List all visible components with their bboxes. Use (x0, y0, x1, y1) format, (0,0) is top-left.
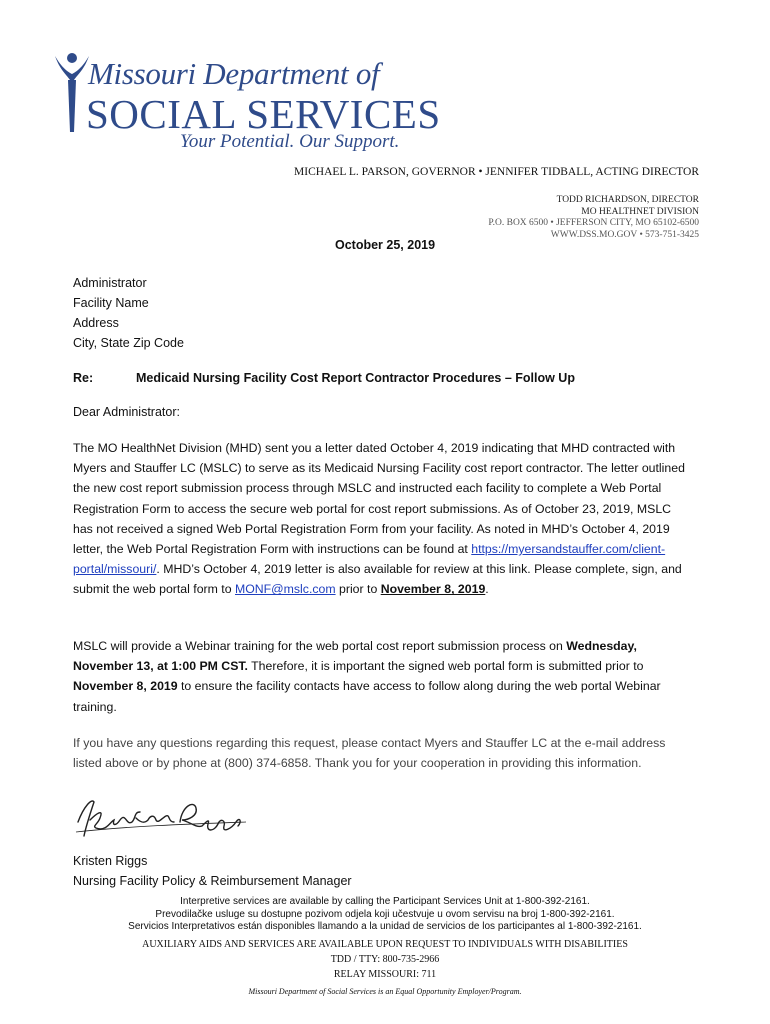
address-line: Administrator (73, 276, 147, 290)
address-line: Facility Name (73, 296, 149, 310)
salutation: Dear Administrator: (73, 405, 180, 419)
paragraph-2 (73, 636, 693, 717)
portal-link[interactable]: https://myersandstauffer.com/client-portal/missouri/ (73, 542, 666, 577)
webinar-date: Wednesday, November 13, at 1:00 PM CST. (73, 639, 637, 674)
auxiliary-aids: AUXILIARY AIDS AND SERVICES ARE AVAILABLE UPON REQUEST TO INDIVIDUALS WITH DISABILITIES (142, 939, 628, 950)
footer-line-bosnian: Prevodilačke usluge su dostupne pozivom odjela koji učestvuje u ovom servisu na broj 1-800-392-2161. (155, 908, 615, 920)
letter-date: October 25, 2019 (335, 238, 436, 252)
recipient-address (73, 273, 184, 353)
paragraph-1 (73, 438, 693, 600)
division-block (488, 195, 699, 241)
division-name: MO HEALTHNET DIVISION (581, 206, 699, 217)
p1-text: The MO HealthNet Division (MHD) sent you a letter dated October 4, 2019 indicating that MHD contracted with Myers and Stauffer LC (MSLC) to serve as its Medicaid Nursing Facility cost report contractor. The letter outlined the new cost report submission process through MSLC and instructed each facility to complete a Web Portal Registration Form to access the secure web portal for cost report submissions. As of October 23, 2019, MSLC has not received a signed Web Portal Registration Form from your facility. As noted in MHD’s October 4, 2019 letter, the Web Portal Registration Form with instructions can be found at (73, 441, 685, 557)
address-line: City, State Zip Code (73, 336, 184, 350)
logo-line-2: SOCIAL SERVICES (86, 91, 441, 137)
p2-text: Therefore, it is important the signed web portal form is submitted prior to (247, 659, 644, 674)
handwritten-signature (70, 792, 250, 849)
deadline-date: November 8, 2019 (380, 582, 486, 597)
governor-line: MICHAEL L. PARSON, GOVERNOR • JENNIFER TIDBALL, ACTING DIRECTOR (294, 166, 699, 178)
p2-text: MSLC will provide a Webinar training for the web portal cost report submission process on (73, 639, 567, 653)
division-address: P.O. BOX 6500 • JEFFERSON CITY, MO 65102-6500 (488, 218, 699, 228)
re-label: Re: (73, 371, 94, 385)
footer-line-spanish: Servicios Interpretativos están disponibles llamando a la unidad de servicios de los participantes al 1-800-392-2161. (128, 921, 642, 932)
logo-line-1: Missouri Department of (88, 56, 380, 91)
accessibility-notice (0, 937, 770, 982)
signer-name: Kristen Riggs (73, 854, 148, 868)
p1-text: . (485, 582, 489, 597)
email-link[interactable]: MONF@mslc.com (234, 582, 336, 597)
logo-tagline: Your Potential. Our Support. (180, 131, 400, 152)
tdd-tty: TDD / TTY: 800-735-2966 (330, 954, 440, 965)
signer-title: Nursing Facility Policy & Reimbursement Manager (73, 874, 352, 888)
deadline-date: November 8, 2019 (73, 679, 178, 694)
address-line: Address (73, 316, 119, 330)
relay-missouri: RELAY MISSOURI: 711 (333, 969, 437, 980)
p1-text: prior to (335, 582, 381, 597)
footer-line-english: Interpretive services are available by calling the Participant Services Unit at 1-800-392-2161. (180, 896, 590, 907)
signer-block (73, 851, 352, 891)
paragraph-3: If you have any questions regarding this request, please contact Myers and Stauffer LC at the e-mail address listed above or by phone at (800) 374-6858. Thank you for your cooperation in providing this information. (73, 736, 666, 771)
eoe-statement: Missouri Department of Social Services is an Equal Opportunity Employer/Program. (248, 987, 522, 996)
p2-text: to ensure the facility contacts have access to follow along during the web portal Webinar training. (73, 679, 661, 714)
interpretive-services-notice (0, 896, 770, 934)
re-subject: Medicaid Nursing Facility Cost Report Contractor Procedures – Follow Up (136, 371, 575, 385)
division-web-phone: WWW.DSS.MO.GOV • 573-751-3425 (550, 229, 699, 240)
p1-text: . MHD’s October 4, 2019 letter is also available for review at this link. Please complete, sign, and submit the web portal form to (73, 562, 682, 597)
division-director: TODD RICHARDSON, DIRECTOR (556, 195, 699, 205)
